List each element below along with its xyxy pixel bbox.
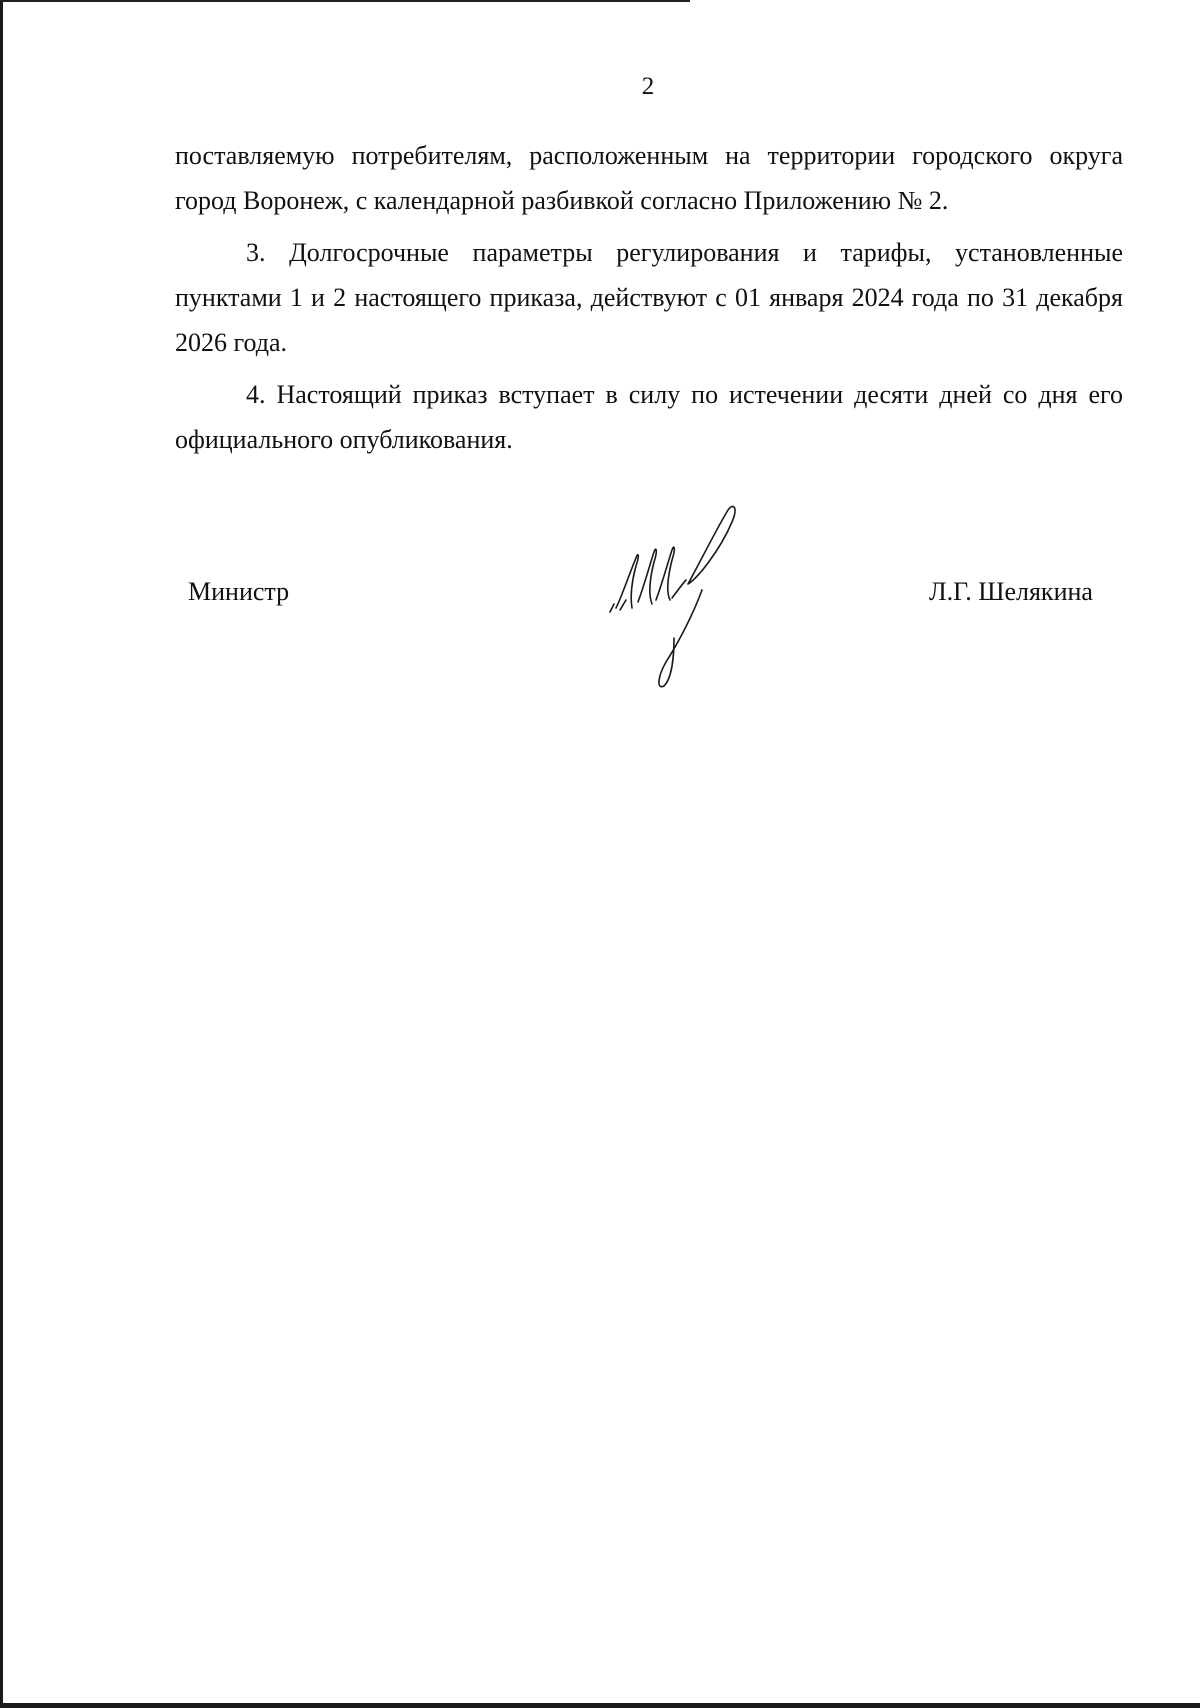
page-number: 2 <box>641 73 655 100</box>
signatory-name: Л.Г. Шелякина <box>929 577 1093 606</box>
document-body <box>175 133 1123 469</box>
scan-border-bottom <box>0 1703 1200 1708</box>
handwritten-signature-icon <box>600 500 770 700</box>
paragraph-item-4: 4. Настоящий приказ вступает в силу по истечении десяти дней со дня его официального опубликования. <box>175 380 1123 454</box>
signatory-title: Министр <box>188 577 290 606</box>
paragraph-continuation: поставляемую потребителям, расположенным на территории городского округа город Воронеж, с календарной разбивкой согласно Приложению № 2. <box>175 141 1123 215</box>
paragraph-item-3: 3. Долгосрочные параметры регулирования и тарифы, установленные пунктами 1 и 2 настоящего приказа, действуют с 01 января 2024 года по 31 декабря 2026 года. <box>175 238 1123 357</box>
scan-border-top <box>0 0 690 2</box>
scan-border-left <box>0 0 3 1708</box>
